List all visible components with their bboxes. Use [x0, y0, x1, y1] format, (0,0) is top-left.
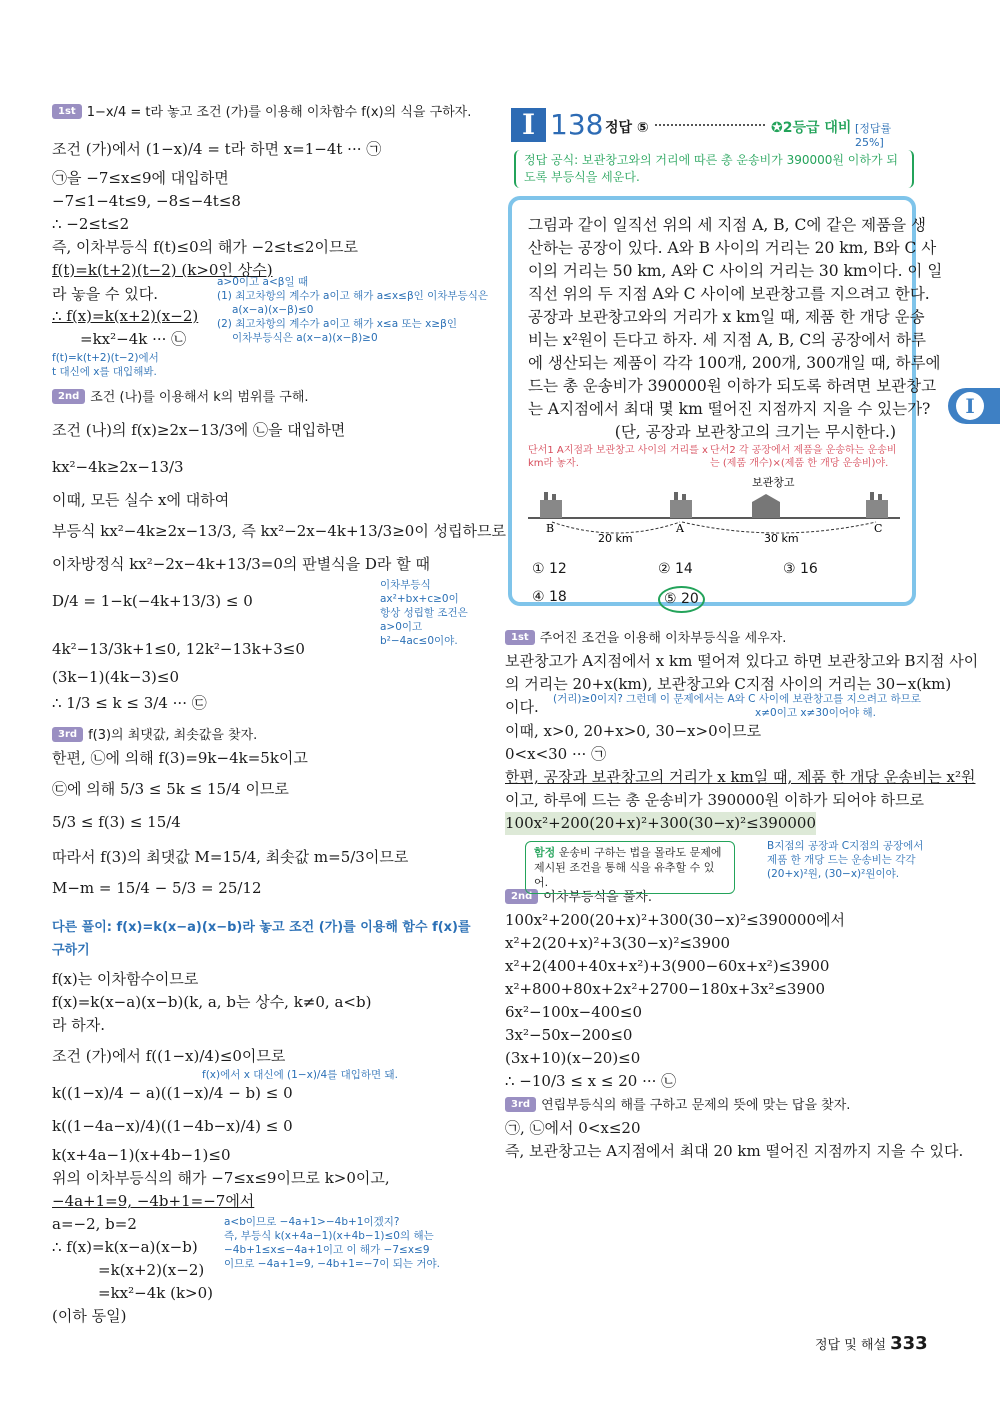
solution-line: x²+800+80x+2x²+2700−180x+3x²≤3900: [505, 980, 826, 998]
solution-line: (이하 동일): [52, 1307, 127, 1325]
chapter-tab-label: I: [956, 392, 984, 420]
side-note: f(x)에서 x 대신에 (1−x)/4를 대입하면 돼.: [202, 1069, 399, 1081]
solution-line: (3x+10)(x−20)≤0: [505, 1049, 641, 1067]
step-text: 주어진 조건을 이용해 이차부등식을 세우자.: [539, 631, 787, 646]
side-note: b²−4ac≤0이야.: [380, 635, 458, 647]
problem-line: 산하는 공장이 있다. A와 B 사이의 거리는 20 km, B와 C 사: [528, 239, 937, 257]
solution-line: 한편, ㉡에 의해 f(3)=9k−4k=5k이고: [52, 749, 308, 767]
step-badge: 2nd: [52, 389, 85, 404]
solution-line: k(x+4a−1)(x+4b−1)≤0: [52, 1146, 231, 1164]
page-number: 333: [890, 1333, 928, 1354]
trap-tip-box: [525, 841, 735, 894]
solution-line: −7≤1−4t≤9, −8≤−4t≤8: [52, 192, 241, 210]
solution-line: kx²−4k≥2x−13/3: [52, 458, 184, 476]
step-text: 조건 (나)를 이용해서 k의 범위를 구해.: [90, 390, 309, 405]
problem-box: [508, 196, 943, 607]
solution-line: 부등식 kx²−4k≥2x−13/3, 즉 kx²−2x−4k+13/3≥0이 성립하므로: [52, 522, 507, 540]
clue-2: 단서2 각 공장에서 제품을 운송하는 운송비는 (제품 개수)×(제품 한 개당 운송비)야.: [710, 445, 897, 469]
solution-line: ㉠, ㉡에서 0<x≤20: [505, 1119, 641, 1137]
problem-line: 그림과 같이 일직선 위의 세 지점 A, B, C에 같은 제품을 생: [528, 216, 926, 234]
problem-line: 공장과 보관창고와의 거리가 x km일 때, 제품 한 개당 운송: [528, 308, 925, 326]
side-note: 이차부등식: [380, 579, 431, 591]
solution-line: =k(x+2)(x−2): [98, 1261, 205, 1279]
distance-ac-label: 30 km: [764, 532, 799, 545]
left-column: [52, 100, 507, 1328]
solution-line: x²+2(400+40x+x²)+3(900−60x+x²)≤3900: [505, 957, 830, 975]
correct-rate: [정답률 25%]: [855, 122, 892, 149]
solution-line: 100x²+200(20+x)²+300(30−x)²≤390000에서: [505, 911, 845, 929]
side-note: 이차부등식은 a(x−a)(x−β)≥0: [232, 332, 378, 344]
solution-line: ∴ 1/3 ≤ k ≤ 3/4 ··· ㉢: [52, 694, 207, 712]
side-note: 이므로 −4a+1=9, −4b+1=−7이 되는 거야.: [224, 1258, 440, 1270]
side-note: B지점의 공장과 C지점의 공장에서: [767, 840, 924, 852]
solution-line: 이다.: [505, 698, 539, 716]
alternative-solution-title: 다른 풀이: f(x)=k(x−a)(x−b)라 놓고 조건 (가)를 이용해 함수 f(x)를 구하기: [52, 920, 471, 958]
leader-dots: [655, 118, 765, 126]
trap-label: 함정: [534, 846, 556, 859]
step-text: 연립부등식의 해를 구하고 문제의 뜻에 맞는 답을 찾자.: [541, 1098, 851, 1113]
chapter-badge: I: [511, 108, 546, 142]
choice-2[interactable]: ② 14: [658, 561, 693, 577]
solution-line: 즉, 보관창고는 A지점에서 최대 20 km 떨어진 지점까지 지을 수 있다.: [505, 1142, 964, 1160]
choice-4[interactable]: ④ 18: [532, 589, 567, 605]
solution-line: ㉢에 의해 5/3 ≤ 5k ≤ 15/4 이므로: [52, 780, 289, 798]
solution-line: 라 놓을 수 있다.: [52, 285, 159, 303]
answer-label: 정답 ⑤: [605, 120, 649, 136]
problem-line: 에 생산되는 제품이 각각 100개, 200개, 300개일 때, 하루에: [528, 354, 941, 372]
side-note: a(x−a)(x−β)≤0: [232, 304, 314, 316]
problem-line: (단, 공장과 보관창고의 크기는 무시한다.): [614, 423, 896, 441]
page-footer: [815, 1333, 928, 1354]
solution-line: x²+2(20+x)²+3(30−x)²≤3900: [505, 934, 731, 952]
step-badge: 1st: [505, 630, 535, 645]
point-b-label: B: [546, 522, 555, 535]
problem-number: 138: [550, 108, 604, 141]
step-badge: 1st: [52, 104, 82, 119]
side-note: a<b이므로 −4a+1>−4b+1이겠지?: [224, 1216, 400, 1228]
solution-line: 조건 (가)에서 (1−x)/4 = t라 하면 x=1−4t ··· ㉠: [52, 140, 382, 158]
step-text: 이차부등식을 풀자.: [543, 890, 652, 905]
solution-line: 위의 이차부등식의 해가 −7≤x≤9이므로 k>0이고,: [52, 1169, 390, 1187]
solution-line: 4k²−13/3k+1≤0, 12k²−13k+3≤0: [52, 640, 305, 658]
solution-line: f(t)=k(t+2)(t−2) (k>0인 상수): [52, 261, 273, 279]
footer-label: 정답 및 해설: [815, 1338, 887, 1353]
solution-line: D/4 = 1−k(−4k+13/3) ≤ 0: [52, 592, 253, 610]
solution-line: −4a+1=9, −4b+1=−7에서: [52, 1192, 255, 1210]
solution-line: ∴ f(x)=k(x+2)(x−2): [52, 307, 199, 325]
distance-diagram: [528, 478, 900, 548]
factory-c-icon: [866, 492, 888, 518]
solution-line: =kx²−4k (k>0): [98, 1284, 214, 1302]
trap-text: 운송비 구하는 법을 몰라도 문제에 제시된 조건을 통해 식을 유추할 수 있어.: [534, 846, 722, 889]
step-1-heading: [52, 100, 472, 124]
solution-line: ㉠을 −7≤x≤9에 대입하면: [52, 169, 229, 187]
factory-a-icon: [670, 492, 692, 518]
side-note: a>0이고: [380, 621, 423, 633]
side-note: f(t)=k(t+2)(t−2)에서: [52, 352, 159, 364]
step-text: f(3)의 최댓값, 최솟값을 찾자.: [88, 728, 258, 743]
point-c-label: C: [874, 522, 883, 535]
solution-line: 보관창고가 A지점에서 x km 떨어져 있다고 하면 보관창고와 B지점 사이: [505, 652, 979, 670]
step-badge: 3rd: [52, 727, 83, 742]
warehouse-icon: [752, 494, 780, 518]
solution-line: 이고, 하루에 드는 총 운송비가 390000원 이하가 되어야 하므로: [505, 791, 924, 809]
solution-line: f(x)는 이차함수이므로: [52, 970, 199, 988]
side-note: (2) 최고차항의 계수가 a이고 해가 x≤a 또는 x≥β인: [217, 318, 457, 330]
warehouse-label: 보관창고: [752, 476, 795, 489]
problem-line: 직선 위의 두 지점 A와 C 사이에 보관창고를 지으려고 한다.: [528, 285, 930, 303]
step-2-heading: [52, 385, 472, 409]
chapter-side-tab: [948, 388, 1000, 424]
distance-ba-label: 20 km: [598, 532, 633, 545]
solution-line: 의 거리는 20+x(km), 보관창고와 C지점 사이의 거리는 30−x(km): [505, 675, 952, 693]
step-text: 1−x/4 = t라 놓고 조건 (가)를 이용해 이차함수 f(x)의 식을 구하자.: [86, 105, 472, 120]
key-formula-box: [514, 150, 914, 188]
step-3-heading: [52, 723, 472, 747]
solution-line: 이차방정식 kx²−2x−4k+13/3=0의 판별식을 D라 할 때: [52, 555, 430, 573]
problem-line: 는 A지점에서 최대 몇 km 떨어진 지점까지 지을 수 있는가?: [528, 400, 931, 418]
solution-line: 5/3 ≤ f(3) ≤ 15/4: [52, 813, 181, 831]
side-note: (거리)≥0이지? 그런데 이 문제에서는 A와 C 사이에 보관창고를 지으려고 하므로: [553, 693, 921, 705]
solution-line: 조건 (나)의 f(x)≥2x−13/3에 ㉡을 대입하면: [52, 421, 346, 439]
side-note: 제품 한 개당 드는 운송비는 각각: [767, 854, 916, 866]
side-note: 즉, 부등식 k(x+4a−1)(x+4b−1)≤0의 해는: [224, 1230, 434, 1242]
problem-line: 이의 거리는 50 km, A와 C 사이의 거리는 30 km이다. 이 일: [528, 262, 943, 280]
solution-line: ∴ −10/3 ≤ x ≤ 20 ··· ㉡: [505, 1072, 677, 1090]
step-badge: 3rd: [505, 1097, 536, 1112]
solution-line: (3k−1)(4k−3)≤0: [52, 668, 180, 686]
solution-line: ∴ f(x)=k(x−a)(x−b): [52, 1238, 198, 1256]
choice-3[interactable]: ③ 16: [783, 561, 818, 577]
solution-line: 따라서 f(3)의 최댓값 M=15/4, 최솟값 m=5/3이므로: [52, 848, 409, 866]
right-solution: [505, 626, 979, 1163]
factory-b-icon: [540, 492, 562, 518]
problem-header: [505, 108, 920, 148]
solution-line: f(x)=k(x−a)(x−b)(k, a, b는 상수, k≠0, a<b): [52, 993, 372, 1011]
problem-line: 비는 x²원이 든다고 하자. 세 지점 A, B, C의 공장에서 하루: [528, 331, 926, 349]
side-note: t 대신에 x를 대입해봐.: [52, 366, 157, 378]
side-note: (1) 최고차항의 계수가 a이고 해가 a≤x≤β인 이차부등식은: [217, 290, 488, 302]
key-formula-text: 정답 공식: 보관창고와의 거리에 따른 총 운송비가 390000원 이하가 되도록 부등식을 세운다.: [524, 153, 898, 184]
solution-line: a=−2, b=2: [52, 1215, 137, 1233]
side-note: −4b+1≤x≤−4a+1이고 이 해가 −7≤x≤9: [224, 1244, 430, 1256]
solution-line: 라 하자.: [52, 1016, 106, 1034]
problem-line: 드는 총 운송비가 390000원 이하가 되도록 하려면 보관창고: [528, 377, 937, 395]
side-note: x≠0이고 x≠30이어야 해.: [755, 707, 876, 719]
solution-line: 0<x<30 ··· ㉠: [505, 745, 607, 763]
solution-line: 100x²+200(20+x)²+300(30−x)²≤390000: [505, 812, 816, 835]
choice-1[interactable]: ① 12: [532, 561, 567, 577]
solution-line: k((1−x)/4 − a)((1−x)/4 − b) ≤ 0: [52, 1084, 293, 1102]
side-note: ax²+bx+c≥0이: [380, 593, 459, 605]
solution-line: 이때, x>0, 20+x>0, 30−x>0이므로: [505, 722, 762, 740]
step-badge: 2nd: [505, 889, 538, 904]
solution-line: 6x²−100x−400≤0: [505, 1003, 642, 1021]
choice-5-answer[interactable]: ⑤ 20: [658, 586, 705, 613]
step-1-heading: [505, 626, 915, 650]
point-a-label: A: [676, 522, 684, 535]
solution-line: ∴ −2≤t≤2: [52, 215, 130, 233]
side-note: (20+x)²원, (30−x)²원이야.: [767, 868, 900, 880]
grade-label: ✪2등급 대비: [771, 120, 852, 136]
side-note: 항상 성립할 조건은: [380, 607, 468, 619]
solution-line: 3x²−50x−200≤0: [505, 1026, 633, 1044]
step-3-heading: [505, 1093, 915, 1117]
solution-line: 즉, 이차부등식 f(t)≤0의 해가 −2≤t≤2이므로: [52, 238, 358, 256]
solution-line: k((1−4a−x)/4)((1−4b−x)/4) ≤ 0: [52, 1117, 293, 1135]
solution-line: 한편, 공장과 보관창고의 거리가 x km일 때, 제품 한 개당 운송비는 x²원: [505, 768, 976, 786]
side-note: a>0이고 a<β일 때: [217, 276, 309, 288]
solution-line: =kx²−4k ··· ㉡: [80, 330, 187, 348]
solution-line: M−m = 15/4 − 5/3 = 25/12: [52, 879, 262, 897]
clue-1: 단서1 A지점과 보관창고 사이의 거리를 x km라 놓자.: [528, 445, 708, 469]
solution-line: 이때, 모든 실수 x에 대하여: [52, 491, 230, 509]
solution-line: 조건 (가)에서 f((1−x)/4)≤0이므로: [52, 1047, 286, 1065]
